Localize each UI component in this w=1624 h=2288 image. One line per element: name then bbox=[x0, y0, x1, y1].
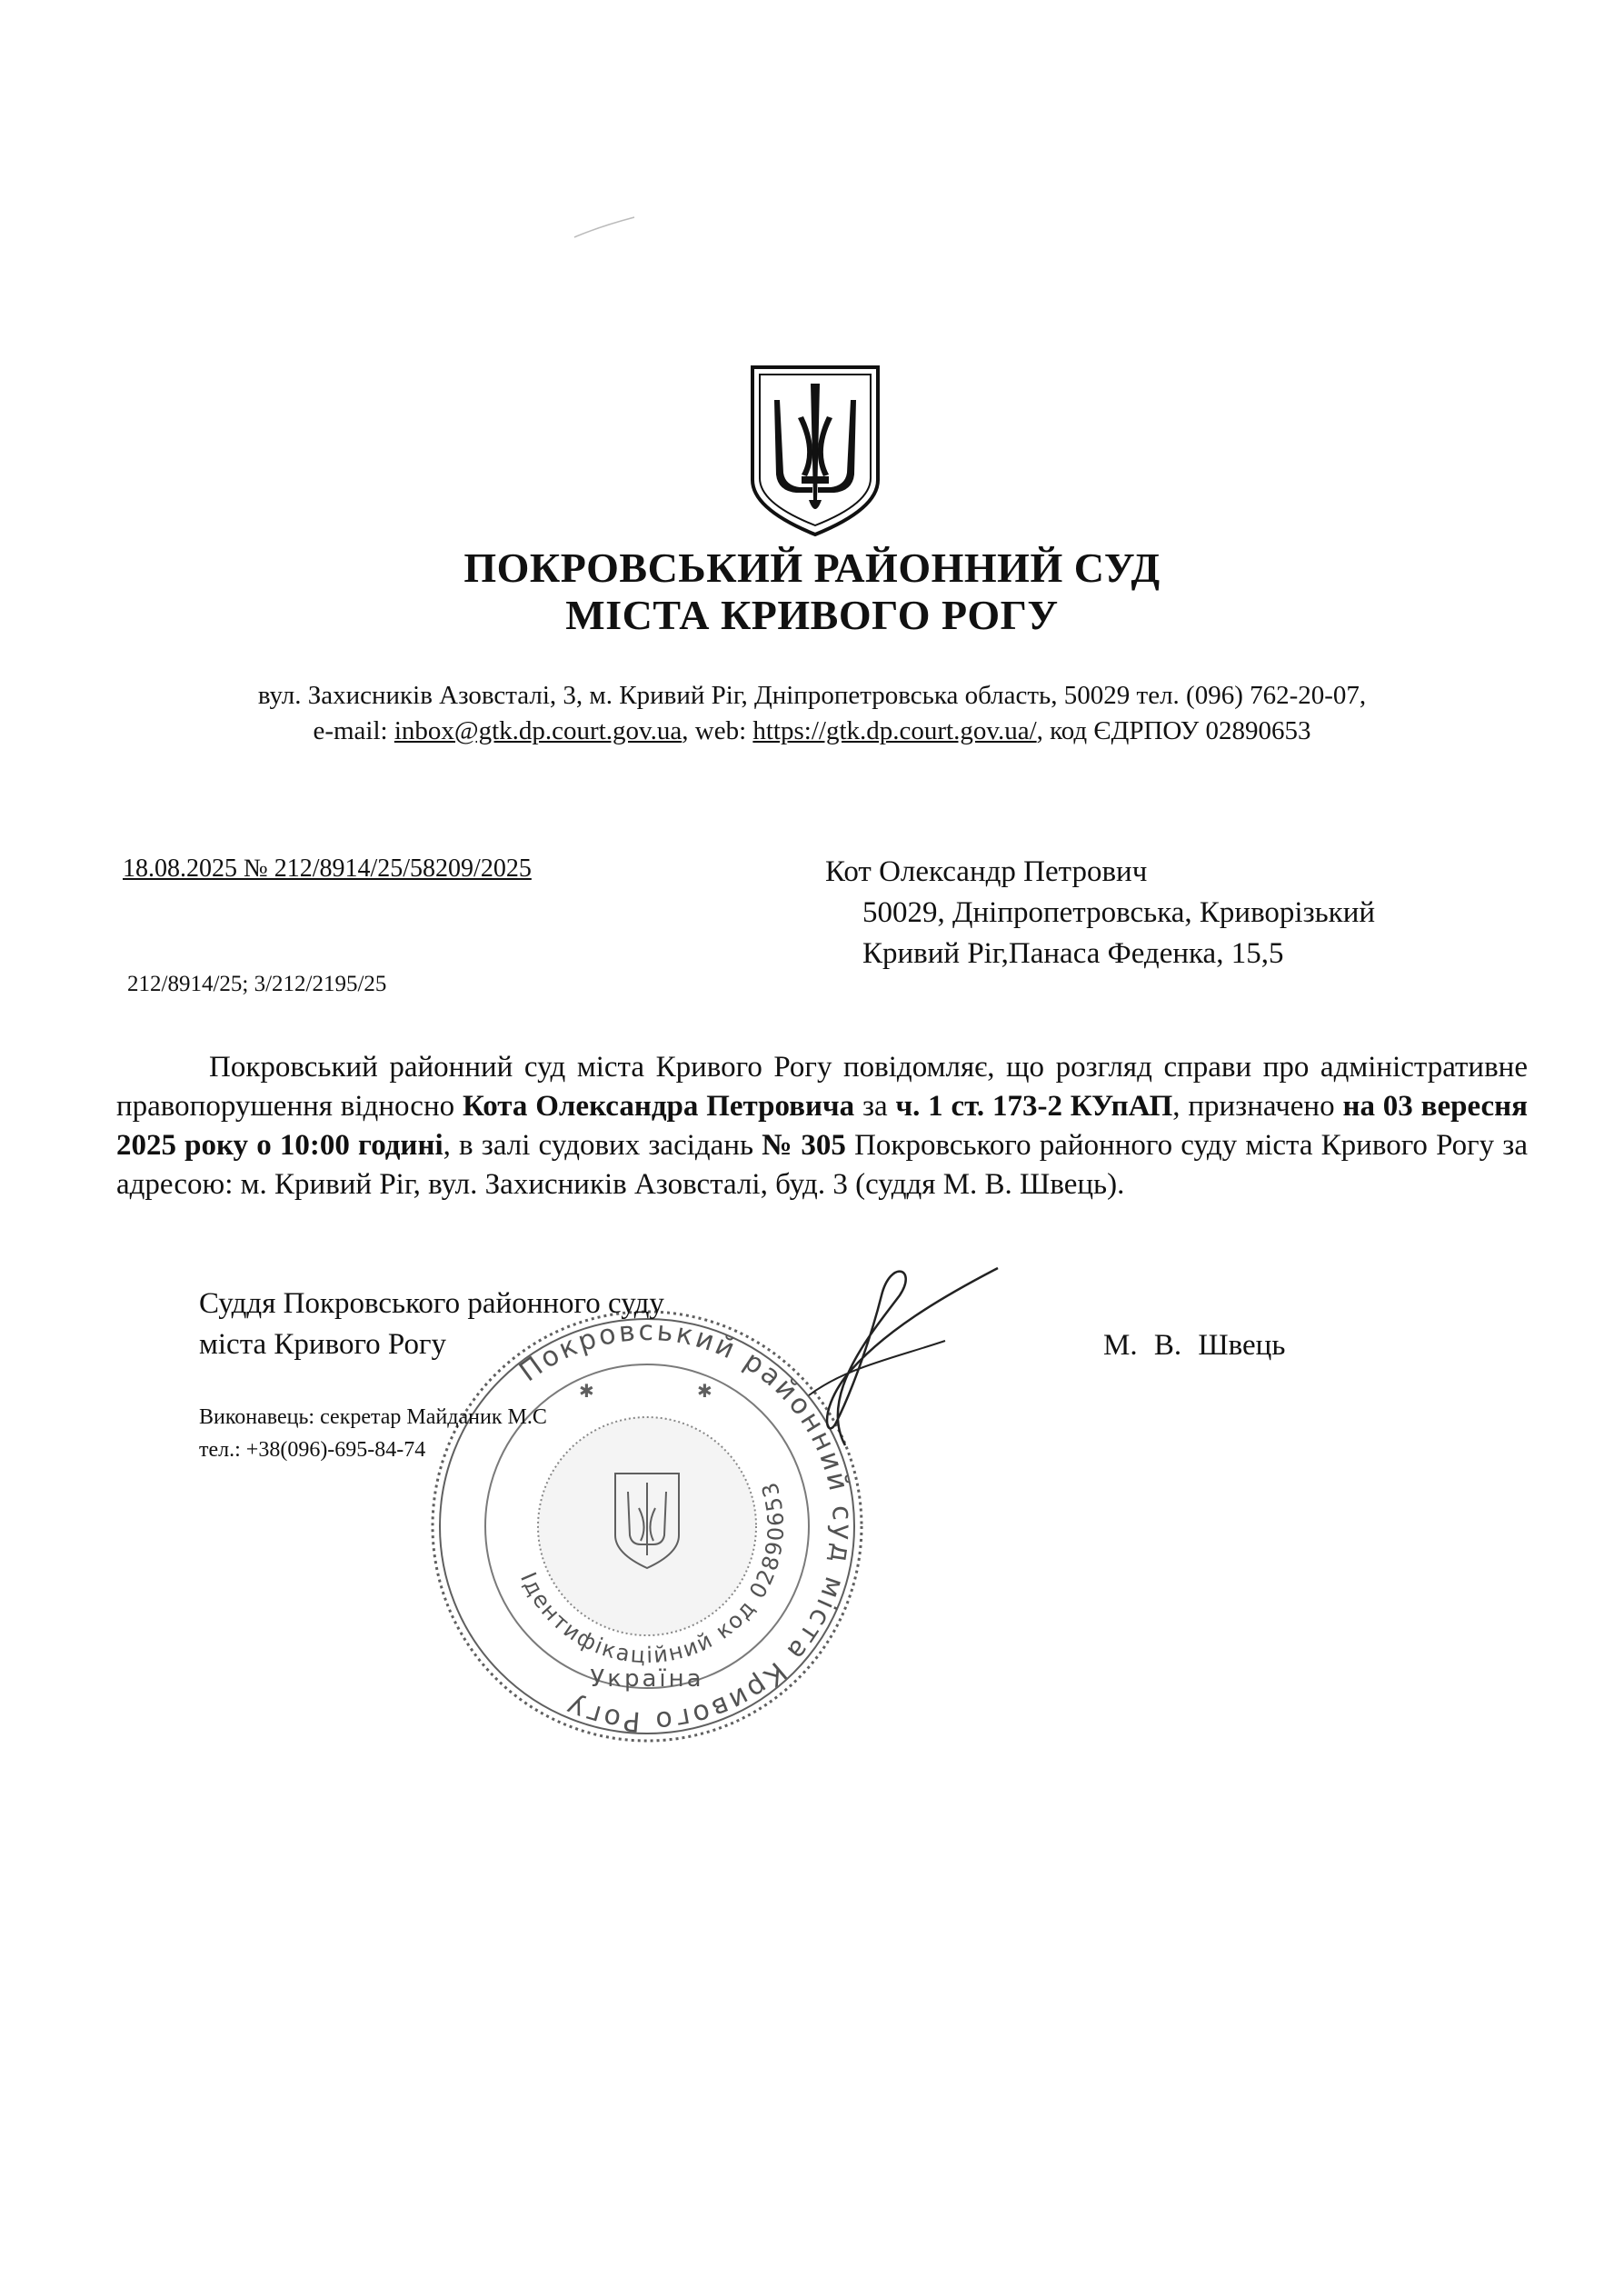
executor-block bbox=[199, 1398, 547, 1469]
hearing-datetime: на 03 вересня 2025 року о 10:00 годині bbox=[116, 1090, 1529, 1162]
seal-inner-text: Ідентифікаційний код 02890653 bbox=[514, 1477, 790, 1669]
body-text: , призначено bbox=[1172, 1090, 1343, 1123]
svg-text:✱: ✱ bbox=[579, 1382, 594, 1402]
web-link[interactable]: https://gtk.dp.court.gov.ua/ bbox=[752, 716, 1037, 745]
law-article: ч. 1 ст. 173-2 КУпАП bbox=[895, 1090, 1173, 1123]
court-contacts bbox=[0, 714, 1624, 749]
coat-of-arms-icon bbox=[747, 364, 883, 538]
court-address: вул. Захисників Азовсталі, 3, м. Кривий Ріг, Дніпропетровська область, 50029 тел. (096) 762-20-07, bbox=[257, 681, 1367, 710]
notice-body bbox=[116, 1048, 1528, 1204]
judge-position-line2: міста Кривого Рогу bbox=[199, 1328, 446, 1361]
seal-outer-text: Покровський районний суд міста Кривого Рогу bbox=[513, 1314, 859, 1738]
executor-name: Виконавець: секретар Майданик М.С bbox=[199, 1405, 547, 1429]
judge-signature bbox=[709, 1259, 1000, 1450]
svg-text:✱: ✱ bbox=[697, 1382, 712, 1402]
judge-position-line1: Суддя Покровського районного суду bbox=[199, 1287, 664, 1320]
email-link[interactable]: inbox@gtk.dp.court.gov.ua bbox=[394, 716, 682, 745]
edrpou-code: , код ЄДРПОУ 02890653 bbox=[1036, 716, 1311, 745]
signature-block bbox=[199, 1284, 664, 1365]
courtroom-number: № 305 bbox=[762, 1129, 846, 1162]
seal-bottom-text: Україна bbox=[590, 1665, 704, 1693]
defendant-name: Кота Олександра Петровича bbox=[462, 1090, 855, 1123]
court-name-line1: ПОКРОВСЬКИЙ РАЙОННИЙ СУД bbox=[463, 545, 1161, 591]
body-text: , в залі судових засідань bbox=[443, 1129, 762, 1162]
scan-mark bbox=[573, 214, 636, 241]
recipient-address-line2: Кривий Ріг,Панаса Феденка, 15,5 bbox=[862, 937, 1284, 970]
web-label: , web: bbox=[682, 716, 753, 745]
case-references: 212/8914/25; 3/212/2195/25 bbox=[127, 972, 387, 996]
email-label: e-mail: bbox=[313, 716, 394, 745]
outgoing-number: 18.08.2025 № 212/8914/25/58209/2025 bbox=[123, 854, 532, 883]
recipient-address-line1: 50029, Дніпропетровська, Криворізький bbox=[862, 896, 1376, 929]
judge-name: М. В. Швець bbox=[1103, 1329, 1286, 1362]
body-text: Покровського районного суду міста Кривого Рогу за адресою: м. Кривий Ріг, вул. Захисників Азовсталі, буд. 3 (суддя М. В. Швець). bbox=[116, 1129, 1528, 1201]
body-text: за bbox=[854, 1090, 896, 1123]
body-text: Покровський районний суд міста Кривого Рогу повідомляє, що розгляд справи про адміністративне правопорушення відносно bbox=[116, 1051, 1528, 1123]
court-name-line2: МІСТА КРИВОГО РОГУ bbox=[565, 592, 1059, 638]
executor-phone: тел.: +38(096)-695-84-74 bbox=[199, 1438, 426, 1462]
recipient-name: Кот Олександр Петрович bbox=[825, 855, 1148, 888]
